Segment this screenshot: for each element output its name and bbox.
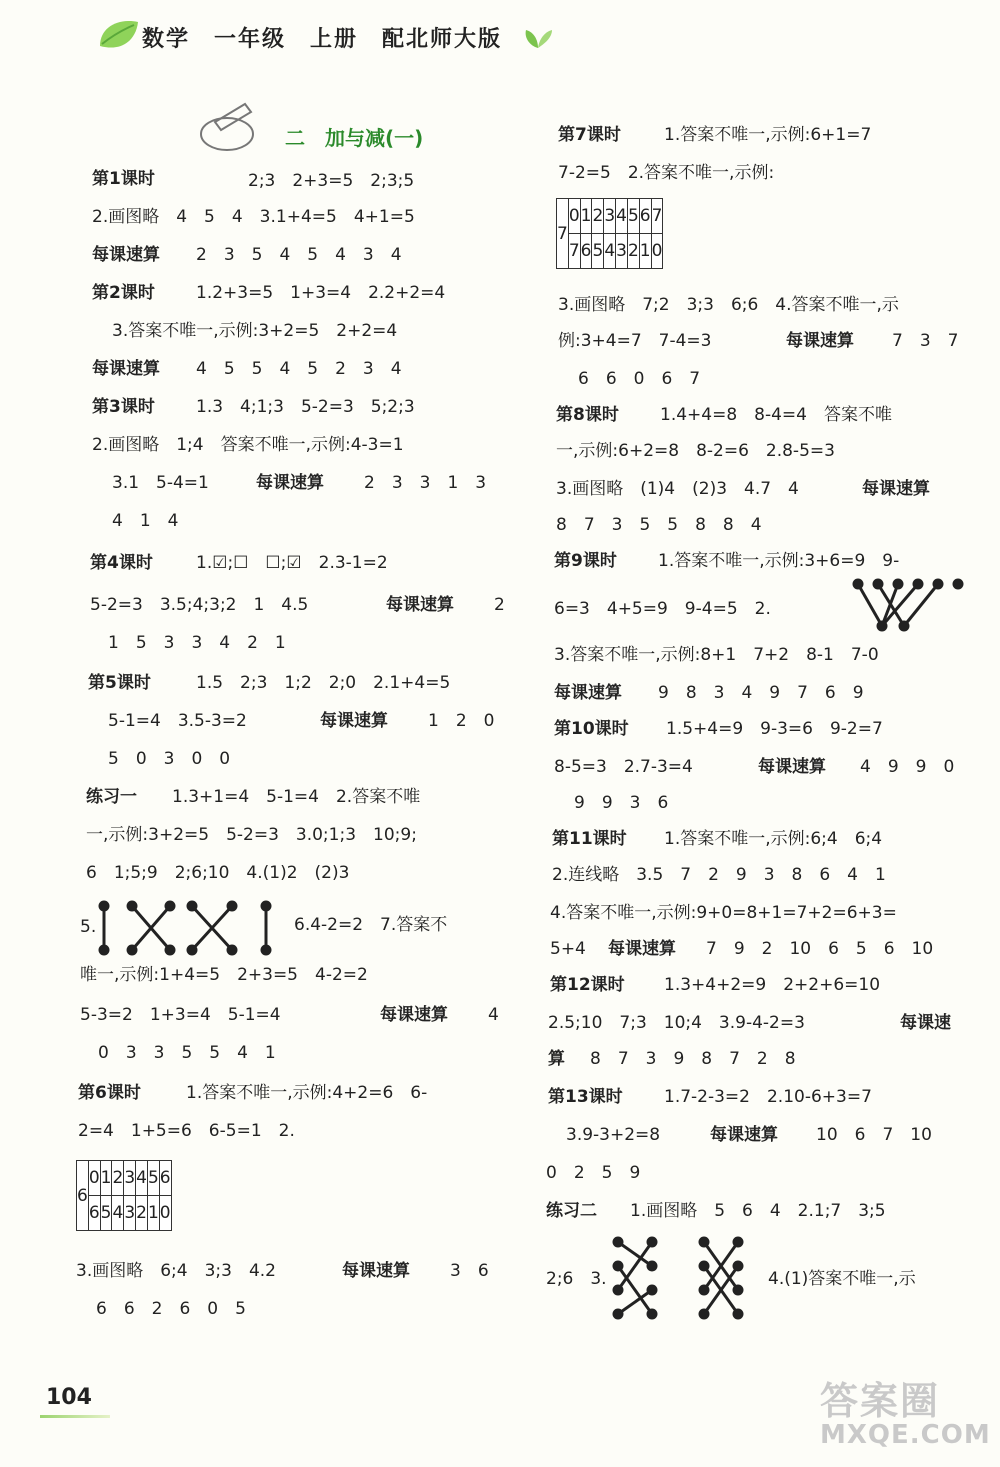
page-number-underline [40,1415,110,1418]
watermark-url: MXQE.COM [820,1420,991,1450]
answer-text: 8 7 3 9 8 7 2 8 [590,1049,796,1069]
answer-text: 10 6 7 10 [816,1125,932,1145]
lesson-label: 第11课时 [552,829,627,849]
answer-text: 2.连线略 3.5 7 2 9 3 8 6 4 1 [552,865,886,885]
lesson-label: 第1课时 [92,169,155,189]
table-cell: 6 [88,1196,100,1231]
quick-calc-label: 每课速算 [92,245,160,265]
page-number: 104 [46,1385,92,1410]
answer-text: 1.☑;☐ ☐;☑ 2.3-1=2 [196,553,388,573]
table-cell: 4 [604,234,616,269]
table-cell: 5 [592,234,604,269]
answer-text: 1.答案不唯一,示例:3+6=9 9- [658,551,900,571]
lesson-label: 第6课时 [78,1083,141,1103]
answer-text: 2 3 3 1 3 [364,473,487,493]
sprout-icon [520,26,556,50]
answer-text: 4 1 4 [112,511,179,531]
answer-text: 2=4 1+5=6 6-5=1 2. [78,1121,295,1141]
quick-calc-label: 每课速算 [256,473,324,493]
lesson-label: 第8课时 [556,405,619,425]
answer-text: 2.画图略 1;4 答案不唯一,示例:4-3=1 [92,435,404,455]
quick-calc-label: 每课速算 [92,359,160,379]
page-header [96,22,556,53]
answer-text: 5 0 3 0 0 [108,749,231,769]
answer-text: 5-1=4 3.5-3=2 [108,711,247,731]
lesson-label: 第3课时 [92,397,155,417]
table-cell: 1 [639,234,651,269]
matching-diagram-ex2 [608,1236,758,1320]
decomposition-table-7 [556,198,663,269]
table-cell: 1 [580,199,592,234]
answer-text: 9 8 3 4 9 7 6 9 [658,683,864,703]
answer-text: 6=3 4+5=9 9-4=5 2. [554,599,771,619]
answer-text: 3.答案不唯一,示例:3+2=5 2+2=4 [112,321,398,341]
answer-text: 3.画图略 6;4 3;3 4.2 [76,1261,276,1281]
table-cell: 5 [100,1196,112,1231]
answer-text: 7 3 7 [892,331,959,351]
quick-calc-label: 每课速算 [380,1005,448,1025]
answer-text: 2 3 5 4 5 4 3 4 [196,245,402,265]
table-cell: 0 [651,234,663,269]
matching-diagram [96,900,276,956]
answer-text: 4 9 9 0 [860,757,955,777]
quick-calc-label: 每课速算 [862,479,930,499]
answer-text: 1.4+4=8 8-4=4 答案不唯 [660,405,892,425]
quick-calc-label: 每课速算 [786,331,854,351]
answer-text: 2;3 2+3=5 2;3;5 [248,171,415,191]
answer-text: 5-3=2 1+3=4 5-1=4 [80,1005,281,1025]
answer-text: 1.3+1=4 5-1=4 2.答案不唯 [172,787,421,807]
answer-text: 1.答案不唯一,示例:6+1=7 [664,125,872,145]
answer-text: 1.2+3=5 1+3=4 2.2+2=4 [196,283,446,303]
table-head-cell: 6 [77,1161,89,1231]
answer-text: 8-5=3 2.7-3=4 [554,757,693,777]
answer-text: 8 7 3 5 5 8 8 4 [556,515,762,535]
answer-text: 1.7-2-3=2 2.10-6+3=7 [664,1087,872,1107]
table-cell: 5 [147,1161,159,1196]
answer-text: 5+4 [550,939,586,959]
answer-text: 一,示例:3+2=5 5-2=3 3.0;1;3 10;9; [86,825,417,845]
lesson-label: 第2课时 [92,283,155,303]
lesson-label: 第10课时 [554,719,629,739]
table-cell: 3 [616,234,628,269]
answer-text: 3 6 [450,1261,489,1281]
answer-text: 6 1;5;9 2;6;10 4.(1)2 (2)3 [86,863,350,883]
table-cell: 7 [568,234,580,269]
answer-text: 唯一,示例:1+4=5 2+3=5 4-2=2 [80,965,368,985]
lesson-label: 第5课时 [88,673,151,693]
answer-text: 4 [488,1005,499,1025]
matching-diagram-9 [848,578,968,632]
answer-text: 5. [80,917,97,937]
answer-text: 1.答案不唯一,示例:6;4 6;4 [664,829,883,849]
table-cell: 4 [112,1196,124,1231]
answer-text: 6.4-2=2 7.答案不 [294,915,448,935]
table-cell: 6 [639,199,651,234]
table-cell: 3 [124,1161,136,1196]
table-head-cell: 7 [557,199,569,269]
answer-text: 9 9 3 6 [574,793,669,813]
answer-text: 0 2 5 9 [546,1163,641,1183]
watermark-logo: 答案圈 [820,1379,941,1423]
table-cell: 2 [112,1161,124,1196]
table-cell: 7 [651,199,663,234]
answer-text: 3.画图略 (1)4 (2)3 4.7 4 [556,479,799,499]
pencil-badge-icon [195,98,275,168]
section-title: 二 加与减(一) [285,126,424,150]
answer-text: 1 2 0 [428,711,495,731]
answer-text: 1.画图略 5 6 4 2.1;7 3;5 [630,1201,886,1221]
lesson-label: 第13课时 [548,1087,623,1107]
quick-calc-label: 算 [548,1049,565,1069]
answer-text: 6 6 0 6 7 [578,369,701,389]
lesson-label: 第4课时 [90,553,153,573]
table-cell: 1 [100,1161,112,1196]
quick-calc-label: 每课速算 [554,683,622,703]
quick-calc-label: 每课速算 [608,939,676,959]
leaf-icon [96,16,142,56]
lesson-label: 第9课时 [554,551,617,571]
answer-text: 例:3+4=7 7-4=3 [558,331,712,351]
answer-text: 一,示例:6+2=8 8-2=6 2.8-5=3 [556,441,835,461]
table-cell: 2 [592,199,604,234]
answer-text: 1.答案不唯一,示例:4+2=6 6- [186,1083,428,1103]
answer-text: 4.(1)答案不唯一,示 [768,1269,916,1289]
answer-text: 1.5+4=9 9-3=6 9-2=7 [666,719,883,739]
quick-calc-label: 每课速算 [758,757,826,777]
answer-text: 3.1 5-4=1 [112,473,209,493]
quick-calc-label: 每课速算 [342,1261,410,1281]
table-cell: 5 [627,199,639,234]
answer-text: 1.5 2;3 1;2 2;0 2.1+4=5 [196,673,451,693]
answer-text: 3.画图略 7;2 3;3 6;6 4.答案不唯一,示 [558,295,899,315]
answer-text: 0 3 3 5 5 4 1 [98,1043,276,1063]
table-cell: 4 [136,1161,148,1196]
answer-text: 1.3 4;1;3 5-2=3 5;2;3 [196,397,415,417]
answer-text: 6 6 2 6 0 5 [96,1299,246,1319]
answer-text: 7-2=5 2.答案不唯一,示例: [558,163,775,183]
header-title: 数学 一年级 上册 配北师大版 [142,27,503,52]
answer-text: 7 9 2 10 6 5 6 10 [706,939,934,959]
table-cell: 2 [627,234,639,269]
answer-text: 1.3+4+2=9 2+2+6=10 [664,975,881,995]
table-cell: 1 [147,1196,159,1231]
answer-text: 4 5 5 4 5 2 3 4 [196,359,402,379]
answer-text: 4.答案不唯一,示例:9+0=8+1=7+2=6+3= [550,903,897,923]
answer-text: 2 [494,595,505,615]
table-cell: 6 [580,234,592,269]
answer-text: 2;6 3. [546,1269,607,1289]
table-cell: 2 [136,1196,148,1231]
table-cell: 0 [568,199,580,234]
table-cell: 3 [604,199,616,234]
table-cell: 0 [88,1161,100,1196]
table-cell: 6 [159,1161,171,1196]
quick-calc-label: 每课速算 [710,1125,778,1145]
answer-text: 2.5;10 7;3 10;4 3.9-4-2=3 [548,1013,805,1033]
lesson-label: 第12课时 [550,975,625,995]
exercise-label: 练习一 [86,787,137,807]
quick-calc-label: 每课速 [900,1013,951,1033]
decomposition-table-6 [76,1160,172,1231]
answer-text: 3.9-3+2=8 [566,1125,661,1145]
table-cell: 0 [159,1196,171,1231]
answer-text: 2.画图略 4 5 4 3.1+4=5 4+1=5 [92,207,415,227]
lesson-label: 第7课时 [558,125,621,145]
quick-calc-label: 每课速算 [386,595,454,615]
table-cell: 4 [616,199,628,234]
answer-text: 1 5 3 3 4 2 1 [108,633,286,653]
table-cell: 3 [124,1196,136,1231]
answer-text: 3.答案不唯一,示例:8+1 7+2 8-1 7-0 [554,645,879,665]
answer-text: 5-2=3 3.5;4;3;2 1 4.5 [90,595,309,615]
quick-calc-label: 每课速算 [320,711,388,731]
section-heading [205,100,424,180]
exercise-label: 练习二 [546,1201,597,1221]
